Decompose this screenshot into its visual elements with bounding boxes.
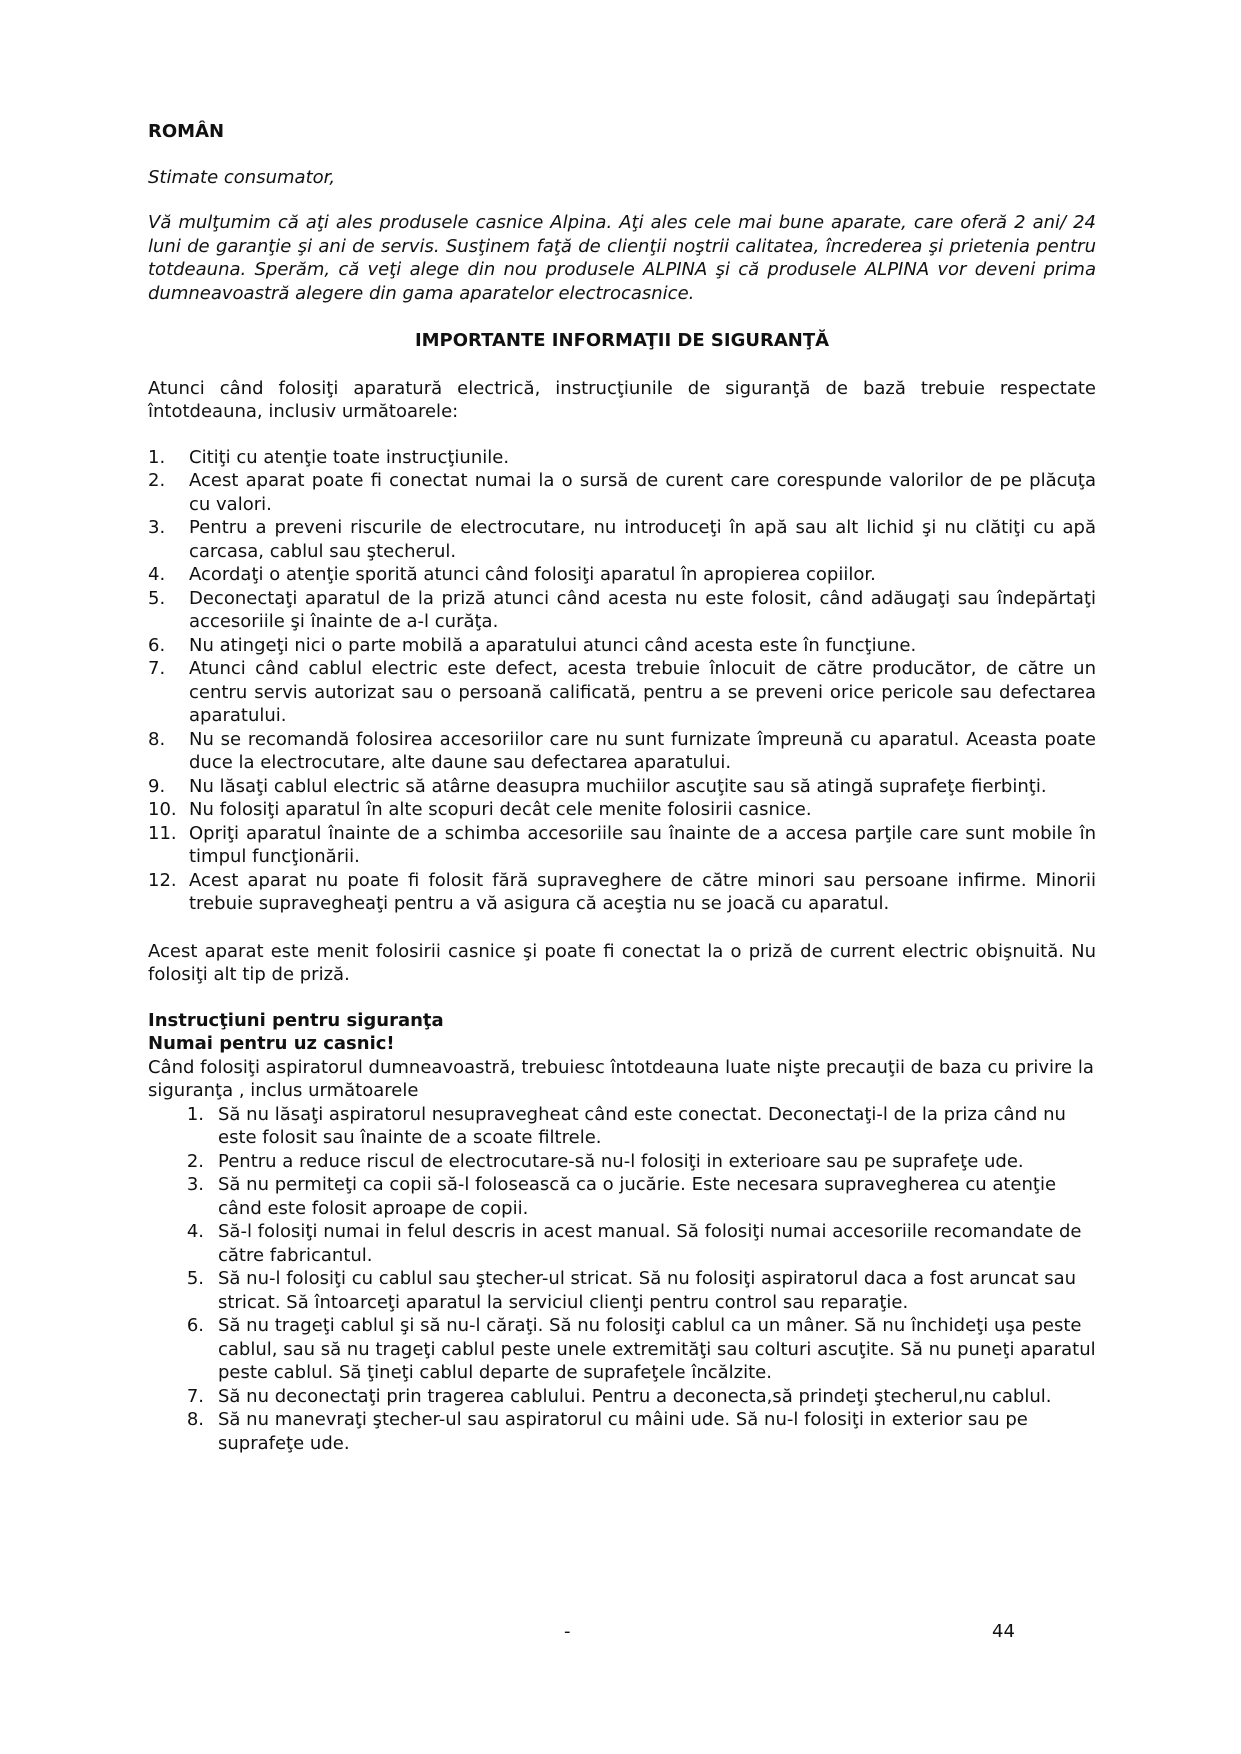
language-title: ROMÂN bbox=[148, 121, 225, 142]
safety-list bbox=[148, 446, 1096, 916]
safety-intro: Atunci când folosiţi aparatură electrică, instrucţiunile de siguranţă de bază trebuie respectate întotdeauna, inclusiv următoarele: bbox=[148, 377, 1096, 422]
list-item: 2. Pentru a reduce riscul de electrocutare-să nu-l folosiţi in exterioare sau pe suprafeţe ude. bbox=[186, 1150, 1024, 1172]
list-item: 6. Să nu trageţi cablul şi să nu-l căraţi. Să nu folosiţi cablul ca un mâner. Să nu închideţi uşa peste cablul, sau să nu trageţi cablul peste unele extremităţi sau colturi ascuţite. Să nu puneţi aparatul peste cablul. Să ţineţi cablul departe de suprafeţele încălzite. bbox=[186, 1315, 1096, 1383]
household-only-heading: Numai pentru uz casnic! bbox=[148, 1033, 395, 1054]
list-item: 2. Acest aparat poate fi conectat numai la o sursă de curent care corespunde valorilor de pe plăcuţa cu valori. bbox=[148, 470, 1096, 515]
list-item: 9. Nu lăsaţi cablul electric să atârne deasupra muchiilor ascuţite sau să atingă suprafeţe fierbinţi. bbox=[148, 775, 1047, 797]
list-item: 1. Citiţi cu atenţie toate instrucţiunile. bbox=[148, 446, 510, 468]
list-item: 4. Să-l folosiţi numai in felul descris in acest manual. Să folosiţi numai accesoriile recomandate de către fabricantul. bbox=[186, 1221, 1082, 1266]
list-item: 8. Să nu manevraţi ştecher-ul sau aspiratorul cu mâini ude. Să nu-l folosiţi in exterior sau pe suprafeţe ude. bbox=[186, 1409, 1028, 1454]
list-item: 6. Nu atingeţi nici o parte mobilă a aparatului atunci când acesta este în funcţiune. bbox=[148, 634, 917, 656]
list-item: 12. Acest aparat nu poate fi folosit fără supraveghere de către minori sau persoane infirme. Minorii trebuie supravegheaţi pentru a vă asigura că aceştia nu se joacă cu aparatul. bbox=[148, 869, 1096, 914]
list-item: 4. Acordaţi o atenţie sporită atunci când folosiţi aparatul în apropierea copiilor. bbox=[148, 564, 876, 585]
list-item: 3. Pentru a preveni riscurile de electrocutare, nu introduceţi în apă sau alt lichid şi nu clătiţi cu apă carcasa, cablul sau ştecherul. bbox=[148, 517, 1096, 562]
instructions-heading: Instrucţiuni pentru siguranţa bbox=[148, 1009, 444, 1031]
list-item: 3. Să nu permiteţi ca copii să-l folosească ca o jucărie. Este necesara supravegherea cu atenţie când este folosit aproape de copii. bbox=[186, 1174, 1057, 1219]
household-note: Acest aparat este menit folosirii casnice şi poate fi conectat la o priză de current electric obişnuită. Nu folosiţi alt tip de priză. bbox=[148, 940, 1096, 985]
list-item: 10. Nu folosiţi aparatul în alte scopuri decât cele menite folosirii casnice. bbox=[148, 799, 812, 820]
list-item: 7. Să nu deconectaţi prin tragerea cablului. Pentru a deconecta,să prindeţi ştecherul,nu cablul. bbox=[186, 1385, 1052, 1407]
list-item: 7. Atunci când cablul electric este defect, acesta trebuie înlocuit de către producător, de către un centru servis autorizat sau o persoană calificată, pentru a se preveni orice pericole sau defectarea aparatului. bbox=[148, 658, 1096, 726]
page-number: 44 bbox=[992, 1621, 1015, 1642]
list-item: 5. Să nu-l folosiţi cu cablul sau ştecher-ul stricat. Să nu folosiţi aspiratorul daca a fost aruncat sau stricat. Să întoarceţi aparatul la serviciul clienţi pentru control sau reparaţie. bbox=[186, 1268, 1077, 1313]
list-item: 8. Nu se recomandă folosirea accesoriilor care nu sunt furnizate împreună cu aparatul. Aceasta poate duce la electrocutare, alte daune sau defectarea aparatului. bbox=[148, 728, 1096, 773]
footer-dash: - bbox=[564, 1621, 571, 1642]
list-item: 1. Să nu lăsaţi aspiratorul nesupravegheat când este conectat. Deconectaţi-l de la priza când nu este folosit sau înainte de a scoate filtrele. bbox=[186, 1103, 1066, 1148]
list-item: 5. Deconectaţi aparatul de la priză atunci când acesta nu este folosit, când adăugaţi sau îndepărtaţi accesoriile şi înainte de a-l curăţa. bbox=[148, 587, 1096, 632]
safety-heading: IMPORTANTE INFORMAŢII DE SIGURANŢĂ bbox=[414, 330, 830, 351]
vacuum-intro: Când folosiţi aspiratorul dumneavoastră, trebuiesc întotdeauna luate nişte precauţii de baza cu privire la siguranţa , inclus următoarele bbox=[148, 1056, 1094, 1101]
list-item: 11. Opriţi aparatul înainte de a schimba accesoriile sau înainte de a accesa parţile care sunt mobile în timpul funcţionării. bbox=[148, 822, 1096, 867]
intro-paragraph: Vă mulţumim că aţi ales produsele casnice Alpina. Aţi ales cele mai bune aparate, care oferă 2 ani/ 24 luni de garanţie şi ani de servis. Susţinem faţă de clienţii noştrii calitatea, încrederea şi prietenia pentru totdeauna. Sperăm, că veţi alege din nou produsele ALPINA şi că produsele ALPINA vor deveni prima dumneavoastră alegere din gama aparatelor electrocasnice. bbox=[148, 212, 1096, 304]
greeting: Stimate consumator, bbox=[148, 166, 336, 188]
vacuum-list bbox=[148, 1103, 1096, 1456]
document-page bbox=[148, 120, 1096, 1455]
